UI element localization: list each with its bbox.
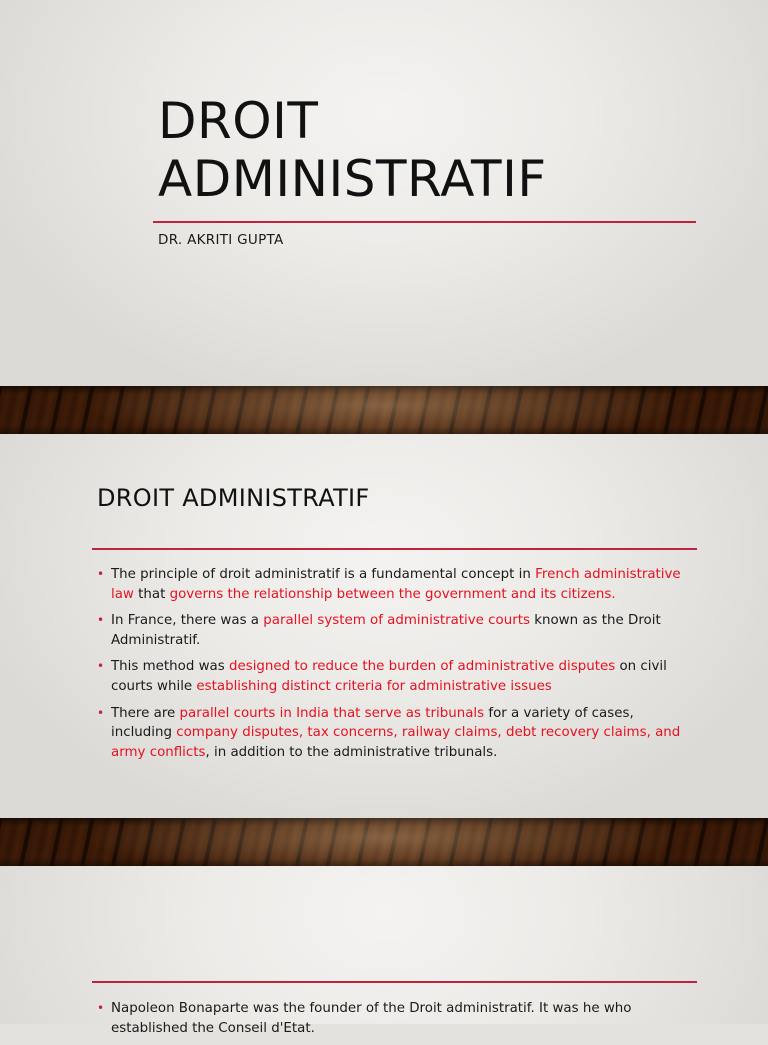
bullet-dot-icon: • <box>97 659 105 674</box>
slide-title-line-2: ADMINISTRATIF <box>158 150 547 208</box>
bullet-list <box>97 999 697 1045</box>
bullet-item <box>97 999 697 1038</box>
bullet-text: This method was <box>111 659 229 675</box>
bullet-dot-icon: • <box>97 705 105 720</box>
bullet-text: that <box>133 586 170 602</box>
wood-floor-divider <box>0 818 768 866</box>
bullet-dot-icon: • <box>97 1001 105 1015</box>
bullet-text: known as the Droit Administratif. <box>111 613 661 648</box>
slide-title <box>158 92 547 208</box>
slide-subtitle: DR. AKRITI GUPTA <box>158 232 284 248</box>
bullet-item <box>97 704 697 763</box>
bullet-item <box>97 611 697 650</box>
heading-divider <box>92 981 697 983</box>
wood-floor-shine <box>0 386 768 434</box>
heading-divider <box>92 548 697 550</box>
highlighted-text: establishing distinct criteria for administrative issues <box>196 678 552 694</box>
bullet-text: on civil courts while <box>111 659 667 694</box>
bullet-text: There are <box>111 705 180 721</box>
bullet-dot-icon: • <box>97 613 105 628</box>
slide-heading: DROIT ADMINISTRATIF <box>97 484 370 512</box>
highlighted-text: company disputes, tax concerns, railway claims, debt recovery claims, and army conflicts <box>111 725 681 760</box>
bullet-item <box>97 657 697 696</box>
bullet-list <box>97 565 697 769</box>
content-slide-partial <box>0 866 768 1036</box>
bullet-text: Napoleon Bonaparte was the founder of the Droit administratif. It was he who established the Conseil d'Etat. <box>111 1001 632 1036</box>
highlighted-text: designed to reduce the burden of administrative disputes <box>228 659 616 675</box>
bullet-text: , in addition to the administrative tribunals. <box>205 744 498 760</box>
wood-floor-divider <box>0 386 768 434</box>
title-slide <box>0 0 768 386</box>
slide-title-line-1: DROIT <box>158 92 319 150</box>
title-divider <box>153 221 696 223</box>
bullet-dot-icon: • <box>97 567 105 581</box>
highlighted-text: governs the relationship between the government and its citizens. <box>169 586 616 602</box>
highlighted-text: parallel system of administrative courts <box>263 613 530 629</box>
bullet-text: The principle of droit administratif is a fundamental concept in <box>111 567 536 582</box>
wood-floor-shine <box>0 818 768 866</box>
bullet-item <box>97 565 697 604</box>
highlighted-text: parallel courts in India that serve as tribunals <box>179 705 485 721</box>
bullet-text: for a variety of cases, including <box>111 705 634 741</box>
highlighted-text: French administrative law <box>111 567 681 602</box>
bullet-text: In France, there was a <box>111 613 264 629</box>
content-slide <box>0 434 768 818</box>
